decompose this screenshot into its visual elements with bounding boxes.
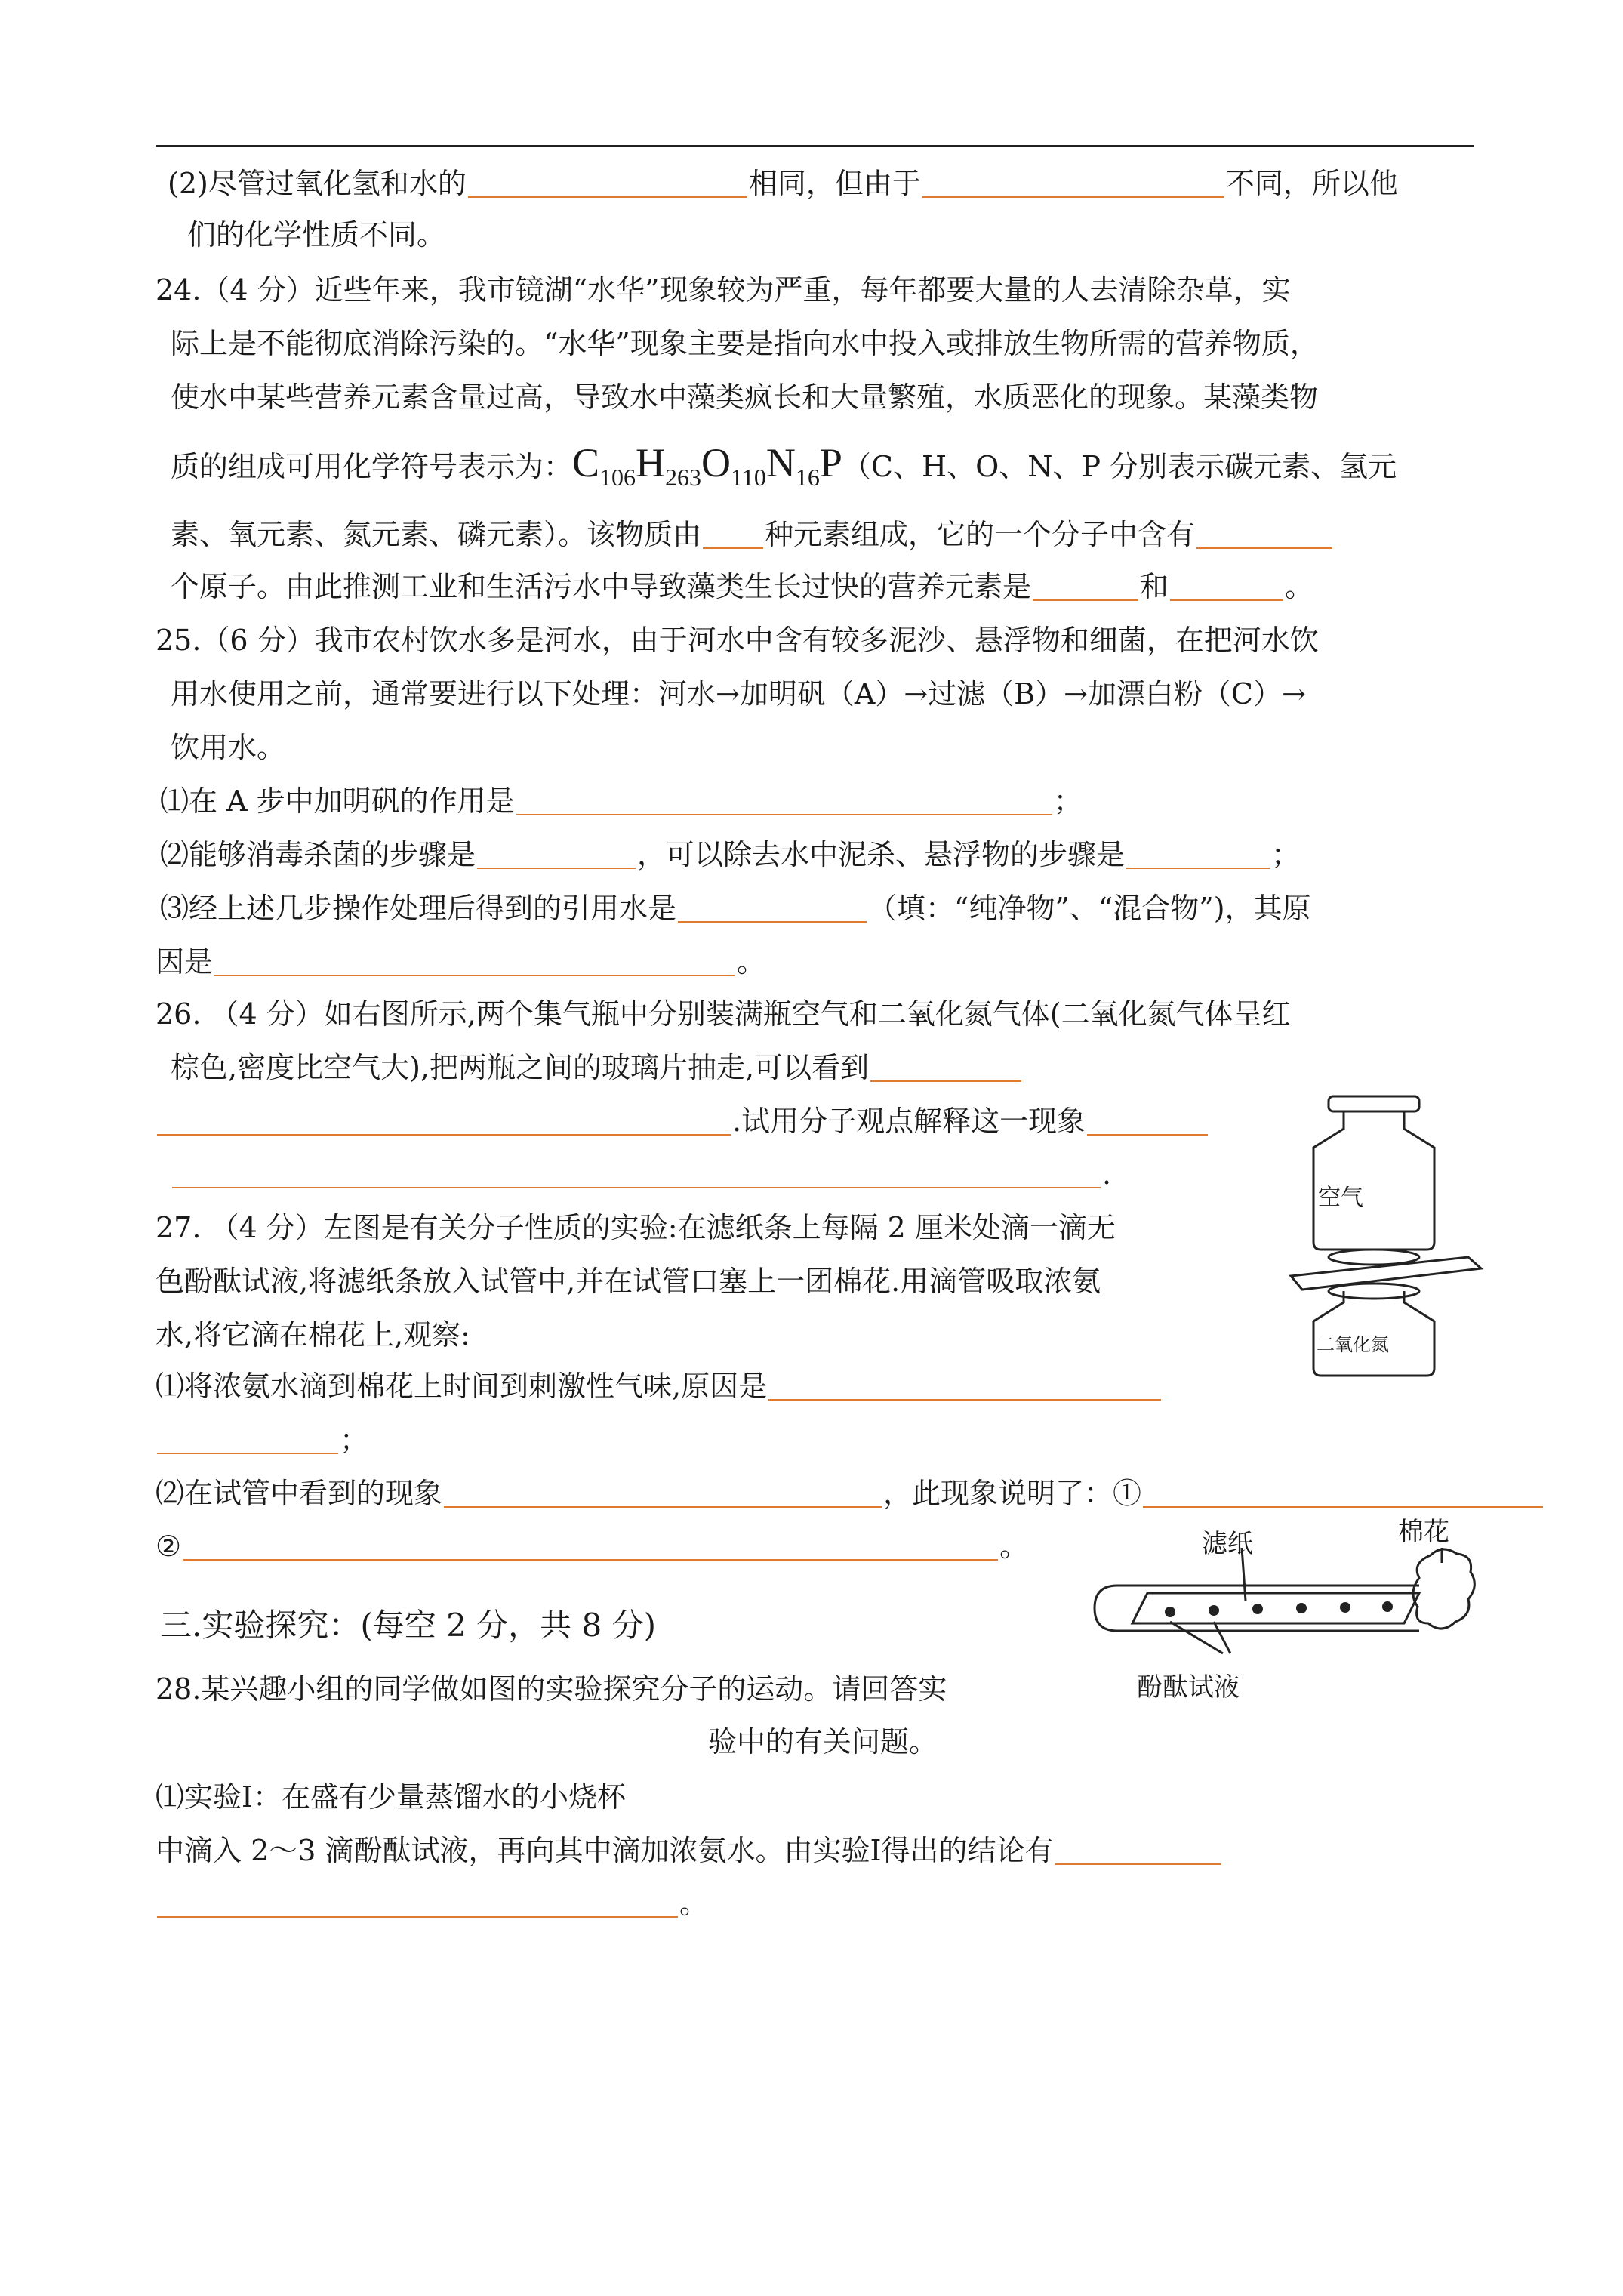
q23-part2-line2: 们的化学性质不同。: [187, 218, 446, 251]
blank-q24-1[interactable]: [703, 519, 763, 549]
q25-part3-cont: 因是 。: [156, 945, 766, 978]
blank-q25-4[interactable]: [678, 892, 867, 923]
q24-line4: 质的组成可用化学符号表示为：$C_{106}H_{263}O_{110}N_{16}P(C$、H、O、N、P 分别表示碳元素、氢元: [171, 440, 1397, 491]
jar-label-no2: 二氧化氮: [1317, 1334, 1389, 1355]
blank-q23-1[interactable]: [468, 168, 747, 198]
section-3-title: 三.实验探究：(每空 2 分，共 8 分): [160, 1607, 656, 1644]
q24-line2: 际上是不能彻底消除污染的。“水华”现象主要是指向水中投入或排放生物所需的营养物质，: [171, 327, 1319, 360]
q27-part2: ⑵在试管中看到的现象 ，此现象说明了：①: [156, 1475, 1544, 1512]
q28-line3: ⑴实验Ⅰ：在盛有少量蒸馏水的小烧杯: [156, 1780, 627, 1814]
tube-label-filter-paper: 滤纸: [1202, 1529, 1253, 1559]
q24-line6: 个原子。由此推测工业和生活污水中导致藻类生长过快的营养元素是 和 。: [171, 570, 1314, 603]
jar-label-air: 空气: [1318, 1185, 1363, 1211]
blank-q27-4[interactable]: [1143, 1478, 1543, 1508]
blank-q25-3[interactable]: [1126, 839, 1270, 869]
q28-line5: 。: [156, 1885, 708, 1922]
q28-line2: 验中的有关问题。: [708, 1725, 938, 1758]
q26-line3: .试用分子观点解释这一现象: [156, 1102, 1209, 1140]
blank-q27-3[interactable]: [444, 1478, 882, 1508]
q26-line4: .: [171, 1155, 1111, 1193]
blank-q28-1[interactable]: [1055, 1835, 1221, 1865]
blank-q26-1[interactable]: [870, 1052, 1021, 1082]
blank-q24-3[interactable]: [1033, 571, 1138, 601]
q23-part2-line1: (2)尽管过氧化氢和水的 相同，但由于 不同，所以他: [168, 167, 1398, 200]
algae-formula: $C_{106}H_{263}O_{110}N_{16}P$: [572, 440, 842, 491]
q27-part2-cont: ② 。: [156, 1530, 1029, 1563]
blank-q24-4[interactable]: [1170, 571, 1283, 601]
blank-q27-5[interactable]: [183, 1530, 998, 1561]
q25-part1: ⑴在 A 步中加明矾的作用是 ；: [160, 784, 1083, 818]
blank-q24-2[interactable]: [1196, 519, 1332, 549]
blank-q25-1[interactable]: [516, 785, 1052, 815]
q26-line2: 棕色,密度比空气大),把两瓶之间的玻璃片抽走,可以看到: [171, 1049, 1023, 1086]
blank-q27-1[interactable]: [768, 1370, 1161, 1401]
blank-q25-5[interactable]: [214, 946, 735, 976]
q27-line1: 27. （4 分）左图是有关分子性质的实验:在滤纸条上每隔 2 厘米处滴一滴无: [156, 1211, 1116, 1244]
q27-line3: 水,将它滴在棉花上,观察:: [156, 1318, 470, 1351]
q25-line1: 25.（6 分）我市农村饮水多是河水，由于河水中含有较多泥沙、悬浮物和细菌，在把河水饮: [156, 624, 1319, 657]
tube-label-cotton: 棉花: [1398, 1517, 1449, 1547]
q27-part1-cont: ；: [156, 1421, 368, 1459]
blank-q27-2[interactable]: [157, 1424, 338, 1454]
q25-part3: ⑶经上述几步操作处理后得到的引用水是 （填：“纯净物”、“混合物”)，其原: [160, 892, 1311, 925]
tube-label-phenolphthalein: 酚酞试液: [1137, 1672, 1240, 1703]
blank-q28-2[interactable]: [157, 1888, 678, 1918]
header-rule: [156, 145, 1474, 147]
q25-part2: ⑵能够消毒杀菌的步骤是 ，可以除去水中泥杀、悬浮物的步骤是 ；: [160, 838, 1301, 871]
q27-part1: ⑴将浓氨水滴到棉花上时间到刺激性气味,原因是: [156, 1367, 1163, 1405]
q27-line2: 色酚酞试液,将滤纸条放入试管中,并在试管口塞上一团棉花.用滴管吸取浓氨: [156, 1265, 1101, 1298]
q24-line1: 24.（4 分）近些年来，我市镜湖“水华”现象较为严重，每年都要大量的人去清除杂草，实: [156, 273, 1291, 307]
blank-q26-4[interactable]: [172, 1158, 1101, 1188]
q28-line4: 中滴入 2～3 滴酚酞试液，再向其中滴加浓氨水。由实验Ⅰ得出的结论有: [156, 1832, 1223, 1869]
q28-line1: 28.某兴趣小组的同学做如图的实验探究分子的运动。请回答实: [156, 1672, 947, 1706]
q24-line3: 使水中某些营养元素含量过高，导致水中藻类疯长和大量繁殖，水质恶化的现象。某藻类物: [171, 381, 1319, 414]
q26-line1: 26. （4 分）如右图所示,两个集气瓶中分别装满瓶空气和二氧化氮气体(二氧化氮气体呈红: [156, 997, 1291, 1031]
q25-line3: 饮用水。: [171, 731, 286, 764]
blank-q23-2[interactable]: [922, 168, 1224, 198]
q25-line2: 用水使用之前，通常要进行以下处理：河水→加明矾（A）→过滤（B）→加漂白粉（C）→: [171, 677, 1306, 710]
blank-q26-2[interactable]: [157, 1105, 731, 1136]
q24-line5: 素、氧元素、氮元素、磷元素）。该物质由 种元素组成，它的一个分子中含有: [171, 516, 1334, 553]
blank-q26-3[interactable]: [1087, 1105, 1208, 1136]
blank-q25-2[interactable]: [477, 839, 636, 869]
